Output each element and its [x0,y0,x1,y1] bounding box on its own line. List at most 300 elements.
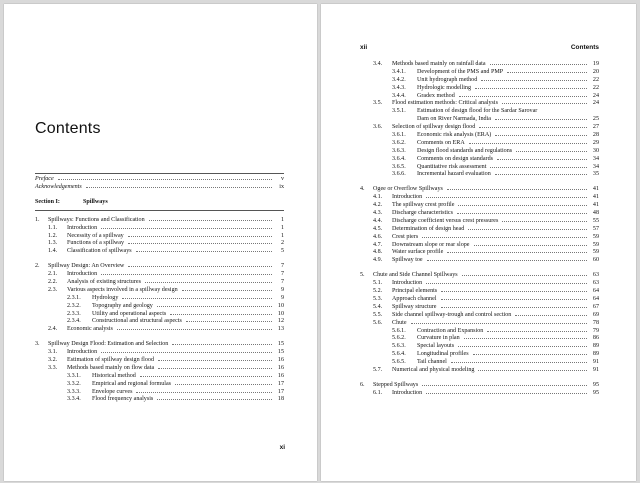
toc-entry-title: Comments on ERA [417,139,465,146]
toc-entry-title: Comments on design standards [417,155,493,162]
toc-entry-number: 3.6. [373,124,383,131]
toc-entry-title: Estimation of design flood for the Sardar Sarovar [417,108,538,115]
toc-entry [35,389,284,397]
toc-entry [35,396,284,404]
toc-entry [360,132,599,140]
toc-entry-title: Topography and geology [92,302,153,309]
toc-entry-title: Selection of spillway design flood [392,124,476,131]
toc-entry-title: Dam on River Narmada, India [417,116,491,123]
toc-entry [360,234,599,242]
toc-entry-page: 35 [592,171,599,178]
leader-dots [478,370,587,371]
toc-entry-title: Necessity of a spillway [67,232,124,239]
toc-chapter [35,217,284,225]
running-head-page-number: xii [360,44,368,51]
toc-entry [35,248,284,256]
toc-entry-continuation [360,116,599,124]
toc-entry-page: 30 [592,147,599,154]
toc-entry [360,93,599,101]
toc-entry-page: 9 [280,286,284,293]
toc-entry-title: Tail channel [417,359,447,366]
toc-entry-page: 10 [277,302,284,309]
toc-entry-number: 5.1. [373,280,383,287]
leader-dots [158,360,272,361]
toc-entry [360,320,599,328]
toc-entry [360,249,599,257]
toc-entry [35,287,284,295]
toc-entry-title: Functions of a spillway [67,240,125,247]
toc-entry-number: 3.3.1. [67,372,81,379]
leader-dots [101,228,272,229]
toc-entry-title: Contraction and Expansion [417,327,484,334]
toc-entry-title: Introduction [67,224,98,231]
toc-entry [360,156,599,164]
toc-entry-number: 2.4. [48,326,58,333]
toc-entry-number: 2.2. [48,279,58,286]
toc-entry-title: Economic analysis [67,326,113,333]
toc-entry-page: 89 [592,343,599,350]
toc-entry-page: 17 [277,380,284,387]
toc-entry-page: 28 [592,132,599,139]
toc-entry [35,318,284,326]
toc-entry-page: 19 [592,61,599,67]
toc-entry-title: Numerical and physical modeling [392,366,475,373]
toc-entry-title: Water surface profile [392,249,444,256]
leader-dots [475,88,587,89]
toc-entry-page: 48 [592,210,599,217]
leader-dots [86,187,272,188]
toc-entry-title: Acknowledgements [35,183,82,190]
toc-entry-page: 59 [592,241,599,248]
toc-entry-number: 3.4.1. [392,68,406,75]
toc-entry-number: 5.6.5. [392,359,406,366]
leader-dots [122,298,272,299]
leader-dots [172,344,272,345]
toc-entry [35,349,284,357]
leader-dots [427,260,587,261]
toc-entry [360,288,599,296]
leader-dots [487,331,587,332]
toc-entry-page: 9 [280,294,284,301]
leader-dots [426,283,587,284]
leader-dots [497,159,587,160]
toc-entry [360,61,599,69]
toc-entry-number: 2.3. [48,286,58,293]
toc-entry-number: 4.3. [373,210,383,217]
leader-dots [468,229,587,230]
toc-entry-title: Envelope curves [92,388,133,395]
toc-entry-title: Preface [35,176,54,182]
toc-entry-number: 5.3. [373,295,383,302]
toc-entry [35,271,284,279]
leader-dots [457,213,587,214]
toc-entry-number: 2.3.3. [67,310,81,317]
toc-entry-number: 5.2. [373,288,383,295]
toc-entry-number: 4.7. [373,241,383,248]
toc-entry-title: Flood estimation methods: Critical analysis [392,100,498,107]
toc-entry [360,296,599,304]
toc-entry-page: 64 [592,295,599,302]
toc-entry-title: Development of the PMS and PMP [417,68,504,75]
leader-dots [507,72,587,73]
toc-entry-title: Crest piers [392,233,419,240]
spacer [35,334,284,341]
leader-dots [458,346,587,347]
toc-entry-title: Introduction [392,194,423,201]
toc-entry-number: 3.2. [48,357,58,364]
spacer [360,375,599,382]
toc-entry-page: 63 [592,280,599,287]
toc-entry-title: Analysis of existing structures [67,279,141,286]
toc-entry-number: 3.6.2. [392,139,406,146]
leader-dots [515,315,587,316]
leader-dots [140,376,272,377]
toc-entry-number: 1.2. [48,232,58,239]
leader-dots [473,354,587,355]
toc-entry-page: 91 [592,359,599,366]
toc-entry-page: 29 [592,139,599,146]
toc-entry-page: 13 [277,326,284,333]
toc-entry-number: 3.4.2. [392,76,406,83]
toc-entry-title: The spillway crest profile [392,202,455,209]
toc-entry-number: 3.6.3. [392,147,406,154]
toc-entry [360,280,599,288]
toc-entry-number: 6. [360,381,365,388]
toc-entry-number: 2.3.4. [67,318,81,325]
toc-entry-page: 17 [277,388,284,395]
divider [35,173,284,174]
toc-entry-page: 41 [592,186,599,193]
toc-entry [360,390,599,398]
toc-entry [360,367,599,375]
toc-entry-title: Incremental hazard evaluation [417,171,491,178]
running-head-title: Contents [570,44,599,51]
toc-entry-title: Various aspects involved in a spillway design [67,286,178,293]
toc-entry-number: 1.1. [48,224,58,231]
toc-entry-page: 64 [592,288,599,295]
toc-entry-number: 2.3.1. [67,294,81,301]
toc-entry [360,171,599,179]
toc-entry-title: Chute and Side Channel Spillways [373,272,458,279]
leader-dots [145,282,272,283]
leader-dots [158,368,272,369]
toc-entry [360,140,599,148]
toc-entry-title: Ogee or Overflow Spillways [373,186,443,193]
leader-dots [469,143,587,144]
toc-entry-page: 34 [592,163,599,170]
leader-dots [128,243,272,244]
toc-entry-title: Historical method [92,372,136,379]
leader-dots [481,80,587,81]
toc-entry-title: Quantitative risk assessment [417,163,487,170]
toc-entry-number: 4.9. [373,257,383,264]
toc-entry [35,279,284,287]
leader-dots [157,399,272,400]
toc-entry-title: Classification of spillways [67,248,132,255]
toc-entry [35,373,284,381]
toc-entry [360,164,599,172]
toc-entry-title: Side channel spillway-trough and control section [392,311,512,318]
left-page [4,4,317,481]
toc-entry [360,194,599,202]
toc-entry-number: 5.5. [373,311,383,318]
toc-entry-number: 5.6.3. [392,343,406,350]
toc-entry-number: 3.6.6. [392,171,406,178]
toc-entry [360,148,599,156]
toc-entry-page: 7 [280,271,284,278]
toc-entry-page: 16 [277,357,284,364]
leader-dots [186,321,272,322]
toc-entry [35,184,284,192]
toc-entry [360,124,599,132]
toc-entry-title: Introduction [67,271,98,278]
leader-dots [495,135,587,136]
toc-entry-title: Utility and operational aspects [92,310,167,317]
toc-entry-number: 3.3.3. [67,388,81,395]
toc-entry [360,359,599,367]
toc-entry-page: 55 [592,217,599,224]
toc-entry-number: 5.6. [373,319,383,326]
toc-entry-title: Introduction [67,349,98,356]
toc-entry [35,365,284,373]
leader-dots [182,290,272,291]
leader-dots [451,362,587,363]
toc-entry-number: 5.4. [373,303,383,310]
toc-entry-number: 5.6.4. [392,351,406,358]
toc-entry-number: 3.6.4. [392,155,406,162]
leader-dots [490,64,587,65]
toc-entry-title: Stepped Spillways [373,381,419,388]
toc-entry [360,210,599,218]
toc-entry-title: Spillway Design Flood: Estimation and Selection [48,341,169,348]
toc-entry-page: 95 [592,381,599,388]
toc-entry-number: 3.5.1. [392,108,406,115]
toc-entry-number: 4.5. [373,225,383,232]
toc-entry-title: Introduction [392,389,423,396]
spacer [35,192,284,199]
toc-entry [35,295,284,303]
toc-entry-title: Spillway toe [392,257,423,264]
toc-entry-number: 3.3.2. [67,380,81,387]
toc-entry-number: 3.6.5. [392,163,406,170]
leader-dots [426,393,587,394]
toc-entry-page: 15 [277,349,284,356]
toc-entry-number: 3.6.1. [392,132,406,139]
section-title: Spillways [83,198,108,205]
toc-entry-page: 95 [592,389,599,396]
toc-entry-page: 78 [592,319,599,326]
leader-dots [447,252,587,253]
leader-dots [479,127,587,128]
toc-entry-number: 4.4. [373,217,383,224]
toc-entry-page: 1 [280,216,284,223]
toc-entry-title: Approach channel [392,295,437,302]
toc-entry-page: 34 [592,155,599,162]
toc-entry-page: 1 [280,232,284,239]
leader-dots [157,306,272,307]
toc-entry [360,335,599,343]
toc-entry [360,328,599,336]
toc-entry-number: 4. [360,186,365,193]
toc-entry-page: 86 [592,335,599,342]
toc-entry-title: Hydrologic modelling [417,84,471,91]
toc-entry [360,312,599,320]
leader-dots [441,307,587,308]
toc-entry-page: 20 [592,68,599,75]
left-toc [35,173,284,404]
toc-entry-number: 5.7. [373,366,383,373]
toc-entry-page: ix [279,183,284,190]
toc-entry-page: 89 [592,351,599,358]
toc-entry-number: 1. [35,216,40,223]
toc-entry [360,351,599,359]
toc-entry-page: 5 [280,248,284,255]
toc-entry-number: 1.4. [48,248,58,255]
toc-entry-title: Hydrology [92,294,119,301]
toc-entry [35,357,284,365]
leader-dots [411,323,587,324]
toc-entry [360,202,599,210]
toc-entry-title: Longitudinal profiles [417,351,469,358]
toc-entry-number: 6.1. [373,389,383,396]
toc-entry [360,69,599,77]
leader-dots [101,352,272,353]
toc-entry [360,85,599,93]
toc-entry-number: 3.4.3. [392,84,406,91]
toc-entry-number: 4.6. [373,233,383,240]
toc-entry [35,303,284,311]
leader-dots [128,266,272,267]
toc-entry-title: Principal elements [392,288,438,295]
toc-entry-page: 63 [592,272,599,279]
toc-entry-page: 91 [592,366,599,373]
toc-entry-number: 2. [35,263,40,270]
toc-entry-title: Flood frequency analysis [92,396,154,403]
toc-entry-page: 15 [277,341,284,348]
toc-entry-page: 24 [592,92,599,99]
toc-entry-page: 10 [277,310,284,317]
toc-entry [35,326,284,334]
toc-entry-number: 3.4.4. [392,92,406,99]
leader-dots [495,119,587,120]
toc-chapter [360,382,599,390]
toc-entry [360,108,599,116]
spacer [35,256,284,263]
leader-dots [170,314,272,315]
leader-dots [117,329,272,330]
toc-entry-page: 7 [280,263,284,270]
leader-dots [128,236,272,237]
toc-entry-number: 2.3.2. [67,302,81,309]
toc-entry-number: 4.1. [373,194,383,201]
toc-entry-number: 4.2. [373,202,383,209]
toc-entry-title: Chute [392,319,407,326]
toc-entry-page: 22 [592,84,599,91]
toc-entry-number: 1.3. [48,240,58,247]
toc-entry [360,257,599,265]
toc-entry-number: 5.6.1. [392,327,406,334]
toc-entry-title: Special layouts [417,343,455,350]
toc-entry-title: Introduction [392,280,423,287]
spacer [360,265,599,272]
toc-entry-title: Constructional and structural aspects [92,318,182,325]
toc-entry-title: Spillway structure [392,303,437,310]
leader-dots [441,291,587,292]
toc-entry [360,343,599,351]
toc-entry-number: 2.1. [48,271,58,278]
toc-entry-title: Methods based mainly on rainfall data [392,61,486,67]
leader-dots [502,103,587,104]
toc-entry-title: Design flood standards and regulations [417,147,513,154]
leader-dots [516,151,587,152]
toc-entry-page: 59 [592,233,599,240]
toc-entry [360,226,599,234]
toc-entry-page: 2 [280,240,284,247]
toc-entry-title: Downstream slope or rear slope [392,241,470,248]
toc-chapter [360,186,599,194]
toc-entry-title: Spillway Design: An Overview [48,263,125,270]
toc-chapter [360,272,599,280]
divider [35,210,284,211]
section-number: Section I: [35,198,60,205]
leader-dots [447,189,587,190]
toc-entry-page: 79 [592,327,599,334]
toc-entry-title: Curvature in plan [417,335,460,342]
toc-entry-number: 3. [35,341,40,348]
toc-entry-number: 4.8. [373,249,383,256]
toc-entry-page: 22 [592,76,599,83]
toc-entry-title: Methods based mainly on flow data [67,364,155,371]
toc-entry-title: Determination of design head [392,225,465,232]
leader-dots [464,338,587,339]
toc-entry [360,77,599,85]
leader-dots [502,221,587,222]
toc-chapter [35,263,284,271]
toc-entry-title: Gradex method [417,92,455,99]
toc-entry-title: Unit hydrograph method [417,76,478,83]
toc-entry-page: 69 [592,311,599,318]
toc-entry-page: 25 [592,116,599,123]
leader-dots [422,237,587,238]
toc-entry [35,225,284,233]
toc-entry-number: 5. [360,272,365,279]
toc-entry-page: 57 [592,225,599,232]
toc-entry-title: Spillways: Functions and Classification [48,216,145,223]
leader-dots [462,275,587,276]
right-page [321,4,636,481]
toc-entry [35,311,284,319]
leader-dots [490,167,587,168]
leader-dots [149,220,272,221]
toc-entry-page: 67 [592,303,599,310]
toc-chapter [35,341,284,349]
toc-entry [360,304,599,312]
toc-entry-page: 41 [592,202,599,209]
toc-entry-title: Estimation of spillway design flood [67,357,154,364]
leader-dots [459,96,587,97]
toc-entry-page: v [280,176,284,182]
leader-dots [101,274,272,275]
toc-entry-page: 18 [277,396,284,403]
toc-entry [35,176,284,184]
toc-entry-number: 5.6.2. [392,335,406,342]
toc-entry-title: Empirical and regional formulas [92,380,172,387]
toc-entry-number: 3.3.4. [67,396,81,403]
toc-entry-page: 41 [592,194,599,201]
leader-dots [136,392,272,393]
leader-dots [474,245,587,246]
toc-entry-number: 3.5. [373,100,383,107]
